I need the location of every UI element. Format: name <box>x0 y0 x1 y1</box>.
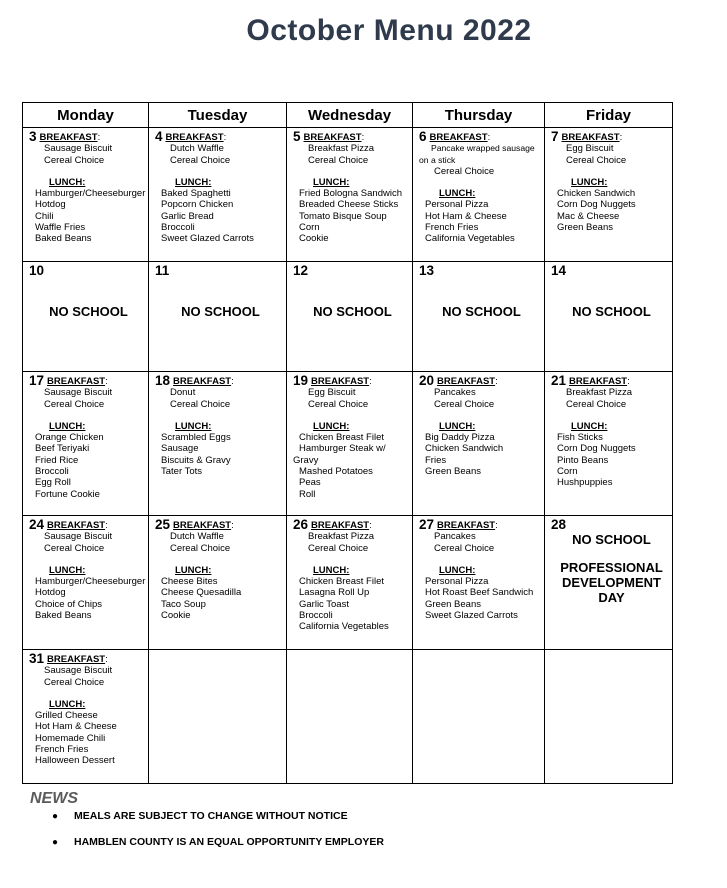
news-item <box>52 808 384 834</box>
day-content <box>23 262 148 318</box>
lunch-item: Corn Dog Nuggets <box>557 443 636 455</box>
breakfast-label: BREAKFAST <box>569 376 628 387</box>
day-number: 27 <box>419 517 435 532</box>
lunch-label: LUNCH: <box>49 176 86 188</box>
lunch-label: LUNCH: <box>439 188 476 200</box>
day-content <box>23 650 148 767</box>
lunch-label: LUNCH: <box>175 420 212 432</box>
breakfast-item: Cereal Choice <box>44 542 105 554</box>
lunch-item: Fried Rice <box>35 454 79 466</box>
lunch-item: Egg Roll <box>35 477 71 489</box>
lunch-item: Hot Ham & Cheese <box>425 210 507 222</box>
day-header <box>155 375 286 387</box>
no-school-label: NO SCHOOL <box>313 304 392 320</box>
lunch-item: Cheese Quesadilla <box>161 587 242 599</box>
day-content <box>23 372 148 500</box>
day-cell <box>545 372 673 516</box>
lunch-item: Hotdog <box>35 199 66 211</box>
day-content <box>149 128 286 245</box>
lunch-item: Garlic Bread <box>161 210 214 222</box>
lunch-item: French Fries <box>35 744 89 756</box>
day-header <box>551 375 672 387</box>
day-number: 6 <box>419 129 427 144</box>
day-content <box>413 516 544 621</box>
day-content <box>287 372 412 500</box>
day-number: 17 <box>29 373 45 388</box>
day-header <box>293 375 412 387</box>
breakfast-item: Cereal Choice <box>44 154 105 166</box>
breakfast-item: Sausage Biscuit <box>44 387 113 399</box>
breakfast-label: BREAKFAST <box>437 376 496 387</box>
day-header <box>419 519 544 531</box>
lunch-item: Hot Roast Beef Sandwich <box>425 587 534 599</box>
lunch-item: Fish Sticks <box>557 432 603 444</box>
lunch-item: Garlic Toast <box>299 598 349 610</box>
day-number: 21 <box>551 373 567 388</box>
lunch-item: Peas <box>299 477 321 489</box>
professional-day-label: DAY <box>598 589 625 605</box>
day-cell <box>149 128 287 262</box>
lunch-item: Breaded Cheese Sticks <box>299 199 399 211</box>
breakfast-item: Pancakes <box>434 387 476 399</box>
day-content <box>545 262 672 318</box>
lunch-item: French Fries <box>425 222 479 234</box>
day-header <box>29 375 148 387</box>
breakfast-item: Cereal Choice <box>170 154 231 166</box>
lunch-item: Fortune Cookie <box>35 488 100 500</box>
page-title: October Menu 2022 <box>246 14 532 47</box>
breakfast-colon: : <box>361 132 365 143</box>
lunch-item: California Vegetables <box>299 621 389 633</box>
day-cell <box>413 372 545 516</box>
day-header <box>29 653 148 665</box>
day-number: 28 <box>551 517 567 532</box>
day-header <box>551 131 672 143</box>
breakfast-item: Donut <box>170 387 196 399</box>
breakfast-colon: : <box>97 132 101 143</box>
empty-day-cell <box>149 650 287 784</box>
no-school-label: NO SCHOOL <box>181 304 260 320</box>
lunch-item: Scrambled Eggs <box>161 432 231 444</box>
bullet-icon: ● <box>52 811 59 822</box>
day-header <box>29 519 148 531</box>
breakfast-item: Cereal Choice <box>434 542 495 554</box>
breakfast-colon: : <box>495 520 498 531</box>
news-item-text: HAMBLEN COUNTY IS AN EQUAL OPPORTUNITY EMPLOYER <box>74 836 384 848</box>
empty-day-cell <box>287 650 413 784</box>
lunch-label: LUNCH: <box>439 420 476 432</box>
breakfast-item: Breakfast Pizza <box>566 387 632 399</box>
breakfast-item: Cereal Choice <box>44 398 105 410</box>
lunch-item: Cookie <box>299 233 329 245</box>
no-school-label: NO SCHOOL <box>49 304 128 320</box>
week-row <box>23 650 673 784</box>
lunch-item: Personal Pizza <box>425 199 489 211</box>
day-cell <box>149 372 287 516</box>
day-cell <box>23 516 149 650</box>
day-number: 10 <box>29 263 45 278</box>
breakfast-colon: : <box>105 376 108 387</box>
breakfast-item: Breakfast Pizza <box>308 143 374 155</box>
breakfast-item: Sausage Biscuit <box>44 665 113 677</box>
week-row <box>23 372 673 516</box>
bullet-icon: ● <box>52 837 59 848</box>
day-cell <box>149 516 287 650</box>
lunch-item: Cheese Bites <box>161 576 218 588</box>
breakfast-item: Breakfast Pizza <box>308 531 374 543</box>
no-school-label: NO SCHOOL <box>572 532 651 548</box>
lunch-item: Lasagna Roll Up <box>299 587 370 599</box>
day-header <box>155 131 286 143</box>
lunch-item: Baked Beans <box>35 233 92 245</box>
breakfast-item: Pancake wrapped sausage on a stick <box>419 143 535 165</box>
menu-calendar <box>22 102 673 784</box>
lunch-item: Tater Tots <box>161 466 203 478</box>
day-number: 25 <box>155 517 171 532</box>
lunch-label: LUNCH: <box>571 176 608 188</box>
lunch-item: Green Beans <box>425 598 481 610</box>
day-content <box>287 262 412 318</box>
breakfast-item: Cereal Choice <box>434 165 495 177</box>
day-content <box>23 128 148 245</box>
lunch-item: Homemade Chili <box>35 732 106 744</box>
breakfast-colon: : <box>627 376 630 387</box>
day-cell <box>413 262 545 372</box>
weekday-header: Tuesday <box>149 103 287 128</box>
breakfast-colon: : <box>105 520 108 531</box>
weekday-header: Wednesday <box>287 103 413 128</box>
day-cell <box>287 262 413 372</box>
lunch-item: Chicken Sandwich <box>425 443 504 455</box>
day-cell <box>23 372 149 516</box>
breakfast-item: Dutch Waffle <box>170 531 224 543</box>
day-number: 20 <box>419 373 435 388</box>
day-cell <box>23 262 149 372</box>
day-header <box>155 519 286 531</box>
lunch-label: LUNCH: <box>313 176 350 188</box>
breakfast-item: Cereal Choice <box>44 676 105 688</box>
day-number: 13 <box>419 263 435 278</box>
lunch-item: Green Beans <box>425 466 481 478</box>
breakfast-label: BREAKFAST <box>561 132 620 143</box>
breakfast-label: BREAKFAST <box>303 132 362 143</box>
day-cell <box>23 650 149 784</box>
lunch-item: Baked Beans <box>35 610 92 622</box>
professional-day-label: PROFESSIONAL <box>560 559 663 575</box>
lunch-label: LUNCH: <box>175 176 212 188</box>
lunch-item: Hotdog <box>35 587 66 599</box>
breakfast-colon: : <box>223 132 227 143</box>
lunch-item: Corn Dog Nuggets <box>557 199 636 211</box>
day-cell <box>413 128 545 262</box>
breakfast-label: BREAKFAST <box>437 520 496 531</box>
breakfast-item: Egg Biscuit <box>308 387 356 399</box>
lunch-item: Baked Spaghetti <box>161 188 231 200</box>
lunch-item: Hushpuppies <box>557 477 613 489</box>
day-number: 18 <box>155 373 171 388</box>
day-number: 4 <box>155 129 163 144</box>
lunch-item: Green Beans <box>557 222 613 234</box>
day-content <box>287 516 412 633</box>
week-row <box>23 128 673 262</box>
breakfast-colon: : <box>619 132 623 143</box>
day-cell <box>287 128 413 262</box>
day-header <box>29 131 148 143</box>
lunch-item: Roll <box>299 488 316 500</box>
breakfast-colon: : <box>495 376 498 387</box>
lunch-item: Chicken Breast Filet <box>299 576 385 588</box>
lunch-item: Chicken Sandwich <box>557 188 636 200</box>
lunch-label: LUNCH: <box>313 564 350 576</box>
day-cell <box>23 128 149 262</box>
lunch-item: Broccoli <box>299 610 333 622</box>
news-item <box>52 834 384 860</box>
breakfast-item: Cereal Choice <box>308 542 369 554</box>
breakfast-item: Dutch Waffle <box>170 143 224 155</box>
day-number: 31 <box>29 651 45 666</box>
breakfast-colon: : <box>487 132 491 143</box>
lunch-label: LUNCH: <box>49 564 86 576</box>
lunch-item: Tomato Bisque Soup <box>299 210 387 222</box>
lunch-item: Mac & Cheese <box>557 210 620 222</box>
breakfast-label: BREAKFAST <box>429 132 488 143</box>
day-number: 3 <box>29 129 37 144</box>
lunch-item: California Vegetables <box>425 233 515 245</box>
lunch-item: Halloween Dessert <box>35 755 115 767</box>
week-row <box>23 262 673 372</box>
day-number: 11 <box>155 263 170 278</box>
day-content <box>413 262 544 318</box>
day-content <box>413 128 544 245</box>
lunch-label: LUNCH: <box>49 420 86 432</box>
day-header <box>419 131 544 143</box>
breakfast-label: BREAKFAST <box>47 376 106 387</box>
day-header <box>293 519 412 531</box>
day-content <box>23 516 148 621</box>
lunch-item: Broccoli <box>161 222 195 234</box>
lunch-item: Sweet Glazed Carrots <box>425 610 518 622</box>
week-row <box>23 516 673 650</box>
lunch-item: Biscuits & Gravy <box>161 454 231 466</box>
breakfast-item: Sausage Biscuit <box>44 531 113 543</box>
day-cell <box>149 262 287 372</box>
no-school-label: NO SCHOOL <box>442 304 521 320</box>
empty-day-cell <box>545 650 673 784</box>
day-content <box>287 128 412 245</box>
lunch-item: Hot Ham & Cheese <box>35 721 117 733</box>
lunch-item: Personal Pizza <box>425 576 489 588</box>
day-content <box>413 650 544 653</box>
weekday-header: Thursday <box>413 103 545 128</box>
day-content <box>413 372 544 477</box>
empty-day-cell <box>413 650 545 784</box>
breakfast-label: BREAKFAST <box>165 132 224 143</box>
professional-day-label: DEVELOPMENT <box>562 574 661 590</box>
breakfast-item: Cereal Choice <box>566 154 627 166</box>
lunch-label: LUNCH: <box>313 420 350 432</box>
day-number: 26 <box>293 517 309 532</box>
day-content <box>149 262 286 318</box>
breakfast-label: BREAKFAST <box>311 376 370 387</box>
breakfast-colon: : <box>105 654 108 665</box>
lunch-item: Sweet Glazed Carrots <box>161 233 254 245</box>
day-content <box>149 516 286 621</box>
breakfast-colon: : <box>231 376 234 387</box>
day-content <box>545 650 672 653</box>
day-cell <box>545 262 673 372</box>
breakfast-label: BREAKFAST <box>47 654 106 665</box>
day-content <box>149 372 286 477</box>
breakfast-colon: : <box>369 520 372 531</box>
lunch-item: Grilled Cheese <box>35 710 98 722</box>
lunch-item: Beef Teriyaki <box>35 443 90 455</box>
breakfast-item: Pancakes <box>434 531 476 543</box>
day-content <box>545 372 672 489</box>
news-item-text: MEALS ARE SUBJECT TO CHANGE WITHOUT NOTICE <box>74 810 348 822</box>
lunch-item: Pinto Beans <box>557 454 609 466</box>
lunch-item: Fried Bologna Sandwich <box>299 188 402 200</box>
breakfast-item: Egg Biscuit <box>566 143 614 155</box>
day-cell <box>287 372 413 516</box>
lunch-item: Choice of Chips <box>35 598 103 610</box>
weekday-header: Monday <box>23 103 149 128</box>
lunch-item: Orange Chicken <box>35 432 104 444</box>
lunch-item: Chicken Breast Filet <box>299 432 385 444</box>
lunch-item: Sausage <box>161 443 199 455</box>
news-list <box>52 808 384 860</box>
day-content <box>287 650 412 653</box>
breakfast-item: Cereal Choice <box>308 398 369 410</box>
day-number: 24 <box>29 517 45 532</box>
breakfast-colon: : <box>369 376 372 387</box>
breakfast-label: BREAKFAST <box>173 376 232 387</box>
lunch-item: Mashed Potatoes <box>299 466 373 478</box>
breakfast-label: BREAKFAST <box>47 520 106 531</box>
breakfast-item: Cereal Choice <box>170 542 231 554</box>
breakfast-item: Cereal Choice <box>170 398 231 410</box>
day-number: 5 <box>293 129 301 144</box>
lunch-item: Hamburger/Cheeseburger <box>35 188 146 200</box>
lunch-label: LUNCH: <box>571 420 608 432</box>
day-number: 12 <box>293 263 309 278</box>
day-number: 19 <box>293 373 309 388</box>
lunch-item: Hamburger Steak w/ Gravy <box>293 443 386 466</box>
day-header <box>419 375 544 387</box>
day-cell <box>413 516 545 650</box>
lunch-item: Hamburger/Cheeseburger <box>35 576 146 588</box>
lunch-item: Broccoli <box>35 466 69 478</box>
breakfast-label: BREAKFAST <box>173 520 232 531</box>
day-number: 7 <box>551 129 559 144</box>
lunch-item: Taco Soup <box>161 598 206 610</box>
day-cell <box>545 516 673 650</box>
weekday-header-row <box>23 103 673 128</box>
breakfast-item: Cereal Choice <box>308 154 369 166</box>
lunch-item: Fries <box>425 454 447 466</box>
lunch-item: Chili <box>35 210 54 222</box>
day-header <box>293 131 412 143</box>
breakfast-item: Cereal Choice <box>434 398 495 410</box>
lunch-label: LUNCH: <box>175 564 212 576</box>
day-cell <box>545 128 673 262</box>
day-content <box>545 516 672 605</box>
breakfast-item: Cereal Choice <box>566 398 627 410</box>
breakfast-item: Sausage Biscuit <box>44 143 113 155</box>
lunch-item: Corn <box>299 222 320 234</box>
day-content <box>545 128 672 233</box>
lunch-item: Waffle Fries <box>35 222 86 234</box>
lunch-item: Big Daddy Pizza <box>425 432 495 444</box>
breakfast-label: BREAKFAST <box>39 132 98 143</box>
lunch-label: LUNCH: <box>439 564 476 576</box>
news-heading: NEWS <box>30 790 78 807</box>
weekday-header: Friday <box>545 103 673 128</box>
day-number: 14 <box>551 263 567 278</box>
no-school-label: NO SCHOOL <box>572 304 651 320</box>
day-content <box>149 650 286 653</box>
breakfast-colon: : <box>231 520 234 531</box>
day-cell <box>287 516 413 650</box>
breakfast-label: BREAKFAST <box>311 520 370 531</box>
lunch-item: Corn <box>557 466 578 478</box>
lunch-item: Cookie <box>161 610 191 622</box>
lunch-label: LUNCH: <box>49 698 86 710</box>
lunch-item: Popcorn Chicken <box>161 199 234 211</box>
